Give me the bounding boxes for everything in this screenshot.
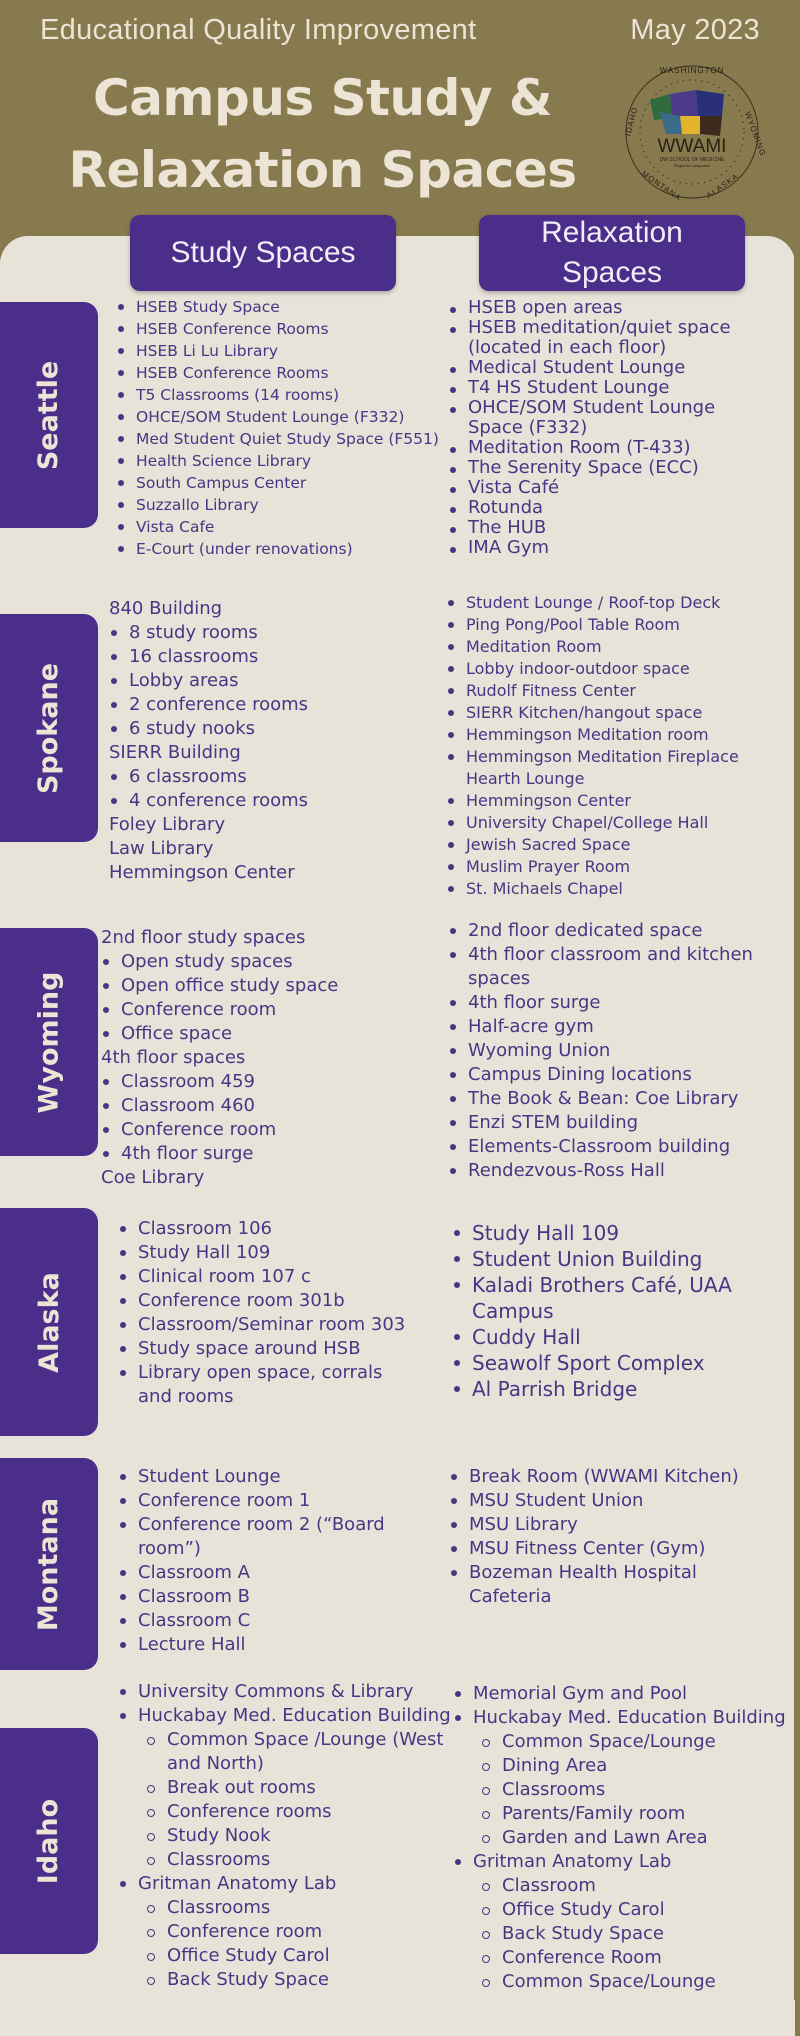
relaxation-spaces-header (479, 215, 745, 291)
seattle-study-item: HSEB Conference Rooms (116, 362, 456, 384)
wyoming-study-item: Coe Library (101, 1167, 205, 1188)
page-title (40, 62, 605, 206)
header-bar (40, 14, 760, 47)
logo-ring-top: WASHINGTON (659, 66, 725, 75)
wyoming-relax-list (448, 919, 768, 1183)
montana-relax-item: MSU Fitness Center (Gym) (449, 1537, 769, 1561)
region-tab-idaho (0, 1728, 98, 1954)
relaxation-label-line2: Spaces (561, 256, 663, 289)
seattle-study-item: Health Science Library (116, 450, 456, 472)
seattle-study-item: HSEB Li Lu Library (116, 340, 456, 362)
wyoming-study-item: 2nd floor study spaces (101, 927, 306, 948)
wyoming-study-item: Open study spaces (101, 950, 441, 974)
spokane-study-item: 2 conference rooms (109, 693, 439, 717)
wyoming-study-item: Open office study space (101, 974, 441, 998)
spokane-relax-item: St. Michaels Chapel (446, 878, 766, 900)
montana-relax-item: MSU Library (449, 1513, 769, 1537)
seattle-study-item: T5 Classrooms (14 rooms) (116, 384, 456, 406)
wyoming-relax-item: Rendezvous-Ross Hall (448, 1159, 768, 1183)
wyoming-study-list (101, 926, 441, 1190)
alaska-relax-item: Seawolf Sport Complex (452, 1350, 752, 1376)
wyoming-relax-item: Elements-Classroom building (448, 1135, 768, 1159)
idaho-relax-item: Parents/Family room (453, 1802, 788, 1826)
title-line-2: Relaxation Spaces (68, 141, 577, 199)
wyoming-relax-item: Wyoming Union (448, 1039, 768, 1063)
montana-relax-item: Break Room (WWAMI Kitchen) (449, 1465, 769, 1489)
idaho-relax-item: Classrooms (453, 1778, 788, 1802)
montana-study-item: Student Lounge (118, 1465, 418, 1489)
spokane-relax-item: Hemmingson Center (446, 790, 766, 812)
wyoming-study-item: Classroom 460 (101, 1094, 441, 1118)
spokane-relax-item: SIERR Kitchen/hangout space (446, 702, 766, 724)
idaho-relax-list (453, 1682, 788, 1994)
spokane-study-item: 6 classrooms (109, 765, 439, 789)
spokane-study-item: Hemmingson Center (109, 862, 295, 883)
alaska-relax-item: Al Parrish Bridge (452, 1376, 752, 1402)
alaska-relax-item: Study Hall 109 (452, 1220, 752, 1246)
spokane-study-item: 6 study nooks (109, 717, 439, 741)
idaho-relax-item: Garden and Lawn Area (453, 1826, 788, 1850)
logo-sub2: Regional Campuses (673, 163, 711, 168)
alaska-study-item: Library open space, corrals and rooms (118, 1361, 408, 1409)
seattle-study-item: HSEB Conference Rooms (116, 318, 456, 340)
spokane-relax-item: Rudolf Fitness Center (446, 680, 766, 702)
montana-study-list (118, 1465, 418, 1657)
spokane-study-list (109, 597, 439, 885)
seattle-study-item: HSEB Study Space (116, 296, 456, 318)
spokane-relax-item: University Chapel/College Hall (446, 812, 766, 834)
region-label-alaska: Alaska (33, 1271, 65, 1373)
seattle-study-item: South Campus Center (116, 472, 456, 494)
idaho-study-item: Conference room (118, 1920, 453, 1944)
logo-ring-bottom-right: ALASKA (704, 171, 741, 201)
spokane-relax-item: Lobby indoor-outdoor space (446, 658, 766, 680)
spokane-relax-item: Meditation Room (446, 636, 766, 658)
seattle-relax-item: The HUB (448, 518, 768, 538)
seattle-relax-item: T4 HS Student Lounge (448, 378, 768, 398)
seattle-relax-item: Meditation Room (T-433) (448, 438, 768, 458)
region-label-montana: Montana (33, 1497, 65, 1631)
montana-relax-item: Bozeman Health Hospital Cafeteria (449, 1561, 769, 1609)
wyoming-study-item: 4th floor spaces (101, 1047, 246, 1068)
alaska-study-item: Conference room 301b (118, 1289, 408, 1313)
idaho-relax-item: Back Study Space (453, 1922, 788, 1946)
montana-study-item: Classroom B (118, 1585, 418, 1609)
seattle-relax-item: HSEB meditation/quiet space (located in each floor) (448, 318, 768, 358)
idaho-study-item: University Commons & Library (118, 1680, 453, 1704)
seattle-relax-item: OHCE/SOM Student Lounge Space (F332) (448, 398, 768, 438)
right-edge-strip (794, 236, 800, 2000)
wyoming-study-item: 4th floor surge (101, 1142, 441, 1166)
title-line-1: Campus Study & (93, 69, 552, 127)
alaska-relax-item: Cuddy Hall (452, 1324, 752, 1350)
montana-study-item: Conference room 1 (118, 1489, 418, 1513)
montana-study-item: Lecture Hall (118, 1633, 418, 1657)
idaho-study-item: Huckabay Med. Education Building (118, 1704, 453, 1728)
wyoming-relax-item: Campus Dining locations (448, 1063, 768, 1087)
alaska-study-item: Classroom/Seminar room 303 (118, 1313, 408, 1337)
wyoming-study-item: Office space (101, 1022, 441, 1046)
alaska-study-item: Classroom 106 (118, 1217, 408, 1241)
idaho-relax-item: Conference Room (453, 1946, 788, 1970)
alaska-relax-list (452, 1220, 752, 1402)
spokane-study-item: Lobby areas (109, 669, 439, 693)
idaho-study-item: Common Space /Lounge (West and North) (118, 1728, 453, 1776)
study-spaces-label: Study Spaces (170, 236, 356, 269)
idaho-relax-item: Memorial Gym and Pool (453, 1682, 788, 1706)
idaho-study-item: Classrooms (118, 1848, 453, 1872)
seattle-relax-item: Medical Student Lounge (448, 358, 768, 378)
wyoming-study-item: Classroom 459 (101, 1070, 441, 1094)
wyoming-relax-item: The Book & Bean: Coe Library (448, 1087, 768, 1111)
idaho-study-item: Gritman Anatomy Lab (118, 1872, 453, 1896)
alaska-study-list (118, 1217, 408, 1409)
seattle-relax-list (448, 298, 768, 558)
wyoming-study-item: Conference room (101, 1118, 441, 1142)
spokane-relax-item: Student Lounge / Roof-top Deck (446, 592, 766, 614)
region-label-spokane: Spokane (33, 662, 65, 794)
seattle-study-item: Suzzallo Library (116, 494, 456, 516)
region-tab-spokane (0, 614, 98, 842)
alaska-relax-item: Student Union Building (452, 1246, 752, 1272)
seattle-study-item: Med Student Quiet Study Space (F551) (116, 428, 456, 450)
alaska-study-item: Study space around HSB (118, 1337, 408, 1361)
idaho-study-item: Break out rooms (118, 1776, 453, 1800)
relaxation-label-line1: Relaxation (541, 216, 683, 249)
alaska-study-item: Clinical room 107 c (118, 1265, 408, 1289)
seattle-relax-item: HSEB open areas (448, 298, 768, 318)
region-tab-seattle (0, 302, 98, 528)
wwami-logo (620, 60, 768, 205)
region-tab-montana (0, 1458, 98, 1670)
idaho-study-item: Office Study Carol (118, 1944, 453, 1968)
idaho-relax-item: Classroom (453, 1874, 788, 1898)
region-label-wyoming: Wyoming (33, 971, 65, 1113)
region-label-idaho: Idaho (33, 1798, 65, 1884)
seattle-relax-item: IMA Gym (448, 538, 768, 558)
header-date: May 2023 (630, 14, 760, 46)
logo-wordmark: WWAMI (657, 136, 727, 157)
montana-relax-list (449, 1465, 769, 1609)
montana-relax-item: MSU Student Union (449, 1489, 769, 1513)
idaho-study-item: Classrooms (118, 1896, 453, 1920)
seattle-study-item: Vista Cafe (116, 516, 456, 538)
header-left-text: Educational Quality Improvement (40, 14, 477, 46)
montana-study-item: Classroom C (118, 1609, 418, 1633)
region-tab-wyoming (0, 928, 98, 1156)
alaska-study-item: Study Hall 109 (118, 1241, 408, 1265)
region-tab-alaska (0, 1208, 98, 1436)
seattle-study-list (116, 296, 456, 560)
spokane-relax-list (446, 592, 766, 900)
idaho-relax-item: Dining Area (453, 1754, 788, 1778)
logo-ring-left: IDAHO (623, 105, 640, 138)
logo-ring-right: WYOMING (743, 110, 768, 158)
idaho-study-item: Back Study Space (118, 1968, 453, 1992)
spokane-study-item: SIERR Building (109, 742, 241, 763)
wyoming-relax-item: Enzi STEM building (448, 1111, 768, 1135)
wyoming-relax-item: Half-acre gym (448, 1015, 768, 1039)
seattle-relax-item: Rotunda (448, 498, 768, 518)
idaho-relax-item: Gritman Anatomy Lab (453, 1850, 788, 1874)
region-label-seattle: Seattle (33, 360, 65, 470)
spokane-relax-item: Hemmingson Meditation Fireplace Hearth Lounge (446, 746, 766, 790)
spokane-study-item: 16 classrooms (109, 645, 439, 669)
idaho-relax-item: Common Space/Lounge (453, 1730, 788, 1754)
wyoming-relax-item: 2nd floor dedicated space (448, 919, 768, 943)
study-spaces-header (130, 215, 396, 291)
logo-ring-bottom-left: MONTANA (639, 168, 684, 203)
spokane-study-item: 4 conference rooms (109, 789, 439, 813)
spokane-relax-item: Jewish Sacred Space (446, 834, 766, 856)
seattle-relax-item: The Serenity Space (ECC) (448, 458, 768, 478)
spokane-study-item: 840 Building (109, 598, 223, 619)
montana-study-item: Classroom A (118, 1561, 418, 1585)
spokane-study-item: Law Library (109, 838, 214, 859)
spokane-study-item: Foley Library (109, 814, 226, 835)
idaho-study-list (118, 1680, 453, 1992)
wyoming-study-item: Conference room (101, 998, 441, 1022)
montana-study-item: Conference room 2 (“Board room”) (118, 1513, 418, 1561)
idaho-relax-item: Common Space/Lounge (453, 1970, 788, 1994)
idaho-relax-item: Office Study Carol (453, 1898, 788, 1922)
spokane-study-item: 8 study rooms (109, 621, 439, 645)
wyoming-relax-item: 4th floor classroom and kitchen spaces (448, 943, 768, 991)
spokane-relax-item: Muslim Prayer Room (446, 856, 766, 878)
idaho-study-item: Study Nook (118, 1824, 453, 1848)
alaska-relax-item: Kaladi Brothers Café, UAA Campus (452, 1272, 752, 1324)
seattle-relax-item: Vista Café (448, 478, 768, 498)
spokane-relax-item: Ping Pong/Pool Table Room (446, 614, 766, 636)
idaho-study-item: Conference rooms (118, 1800, 453, 1824)
seattle-study-item: E-Court (under renovations) (116, 538, 456, 560)
spokane-relax-item: Hemmingson Meditation room (446, 724, 766, 746)
logo-sub1: UW SCHOOL OF MEDICINE (659, 157, 725, 163)
wyoming-relax-item: 4th floor surge (448, 991, 768, 1015)
idaho-relax-item: Huckabay Med. Education Building (453, 1706, 788, 1730)
seattle-study-item: OHCE/SOM Student Lounge (F332) (116, 406, 456, 428)
